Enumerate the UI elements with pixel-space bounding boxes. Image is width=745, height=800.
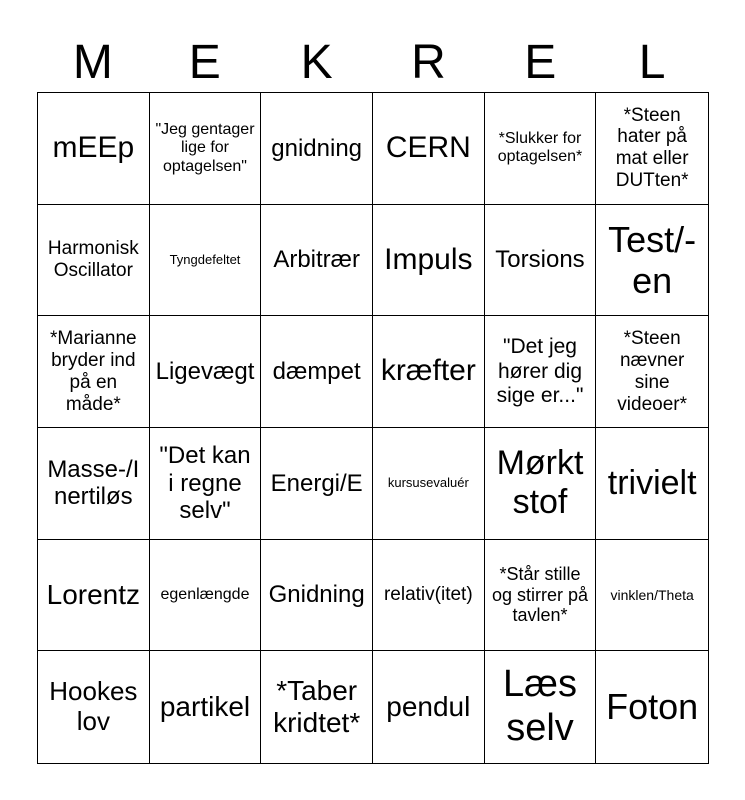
- bingo-cell[interactable]: Impuls: [373, 205, 485, 317]
- bingo-cell[interactable]: *Marianne bryder ind på en måde*: [38, 316, 150, 428]
- bingo-cell[interactable]: Torsions: [485, 205, 597, 317]
- header-letter: K: [300, 36, 333, 89]
- bingo-cell[interactable]: kursusevaluér: [373, 428, 485, 540]
- bingo-cell[interactable]: mEEp: [38, 93, 150, 205]
- bingo-cell[interactable]: *Steen nævner sine videoer*: [596, 316, 708, 428]
- bingo-cell[interactable]: vinklen/Theta: [596, 540, 708, 652]
- header-letter: L: [638, 36, 666, 89]
- bingo-cell[interactable]: Mørkt stof: [485, 428, 597, 540]
- bingo-cell[interactable]: trivielt: [596, 428, 708, 540]
- bingo-cell[interactable]: *Steen hater på mat eller DUTten*: [596, 93, 708, 205]
- header-letter: R: [411, 36, 446, 89]
- bingo-cell[interactable]: egenlængde: [150, 540, 262, 652]
- bingo-cell[interactable]: Masse-/Inertiløs: [38, 428, 150, 540]
- bingo-cell[interactable]: *Taber kridtet*: [261, 651, 373, 763]
- header-letter: E: [188, 36, 221, 89]
- bingo-cell[interactable]: Harmonisk Oscillator: [38, 205, 150, 317]
- bingo-cell[interactable]: gnidning: [261, 93, 373, 205]
- bingo-header: [37, 34, 708, 92]
- bingo-cell[interactable]: Gnidning: [261, 540, 373, 652]
- bingo-cell[interactable]: CERN: [373, 93, 485, 205]
- bingo-cell[interactable]: pendul: [373, 651, 485, 763]
- bingo-board: [37, 92, 709, 764]
- bingo-cell[interactable]: "Det kan i regne selv": [150, 428, 262, 540]
- bingo-cell[interactable]: partikel: [150, 651, 262, 763]
- bingo-cell[interactable]: Energi/E: [261, 428, 373, 540]
- bingo-cell[interactable]: Ligevægt: [150, 316, 262, 428]
- bingo-cell[interactable]: "Jeg gentager lige for optagelsen": [150, 93, 262, 205]
- bingo-cell[interactable]: relativ(itet): [373, 540, 485, 652]
- bingo-cell[interactable]: kræfter: [373, 316, 485, 428]
- bingo-cell[interactable]: Lorentz: [38, 540, 150, 652]
- bingo-cell[interactable]: dæmpet: [261, 316, 373, 428]
- header-letter: E: [524, 36, 557, 89]
- bingo-cell[interactable]: Hookes lov: [38, 651, 150, 763]
- bingo-cell[interactable]: Læs selv: [485, 651, 597, 763]
- bingo-cell[interactable]: Arbitrær: [261, 205, 373, 317]
- bingo-cell[interactable]: "Det jeg hører dig sige er...": [485, 316, 597, 428]
- bingo-cell[interactable]: *Slukker for optagelsen*: [485, 93, 597, 205]
- bingo-cell[interactable]: *Står stille og stirrer på tavlen*: [485, 540, 597, 652]
- bingo-cell[interactable]: Test/-en: [596, 205, 708, 317]
- bingo-cell[interactable]: Foton: [606, 686, 699, 728]
- bingo-cell[interactable]: Tyngdefeltet: [150, 205, 262, 317]
- header-letter: M: [72, 36, 113, 89]
